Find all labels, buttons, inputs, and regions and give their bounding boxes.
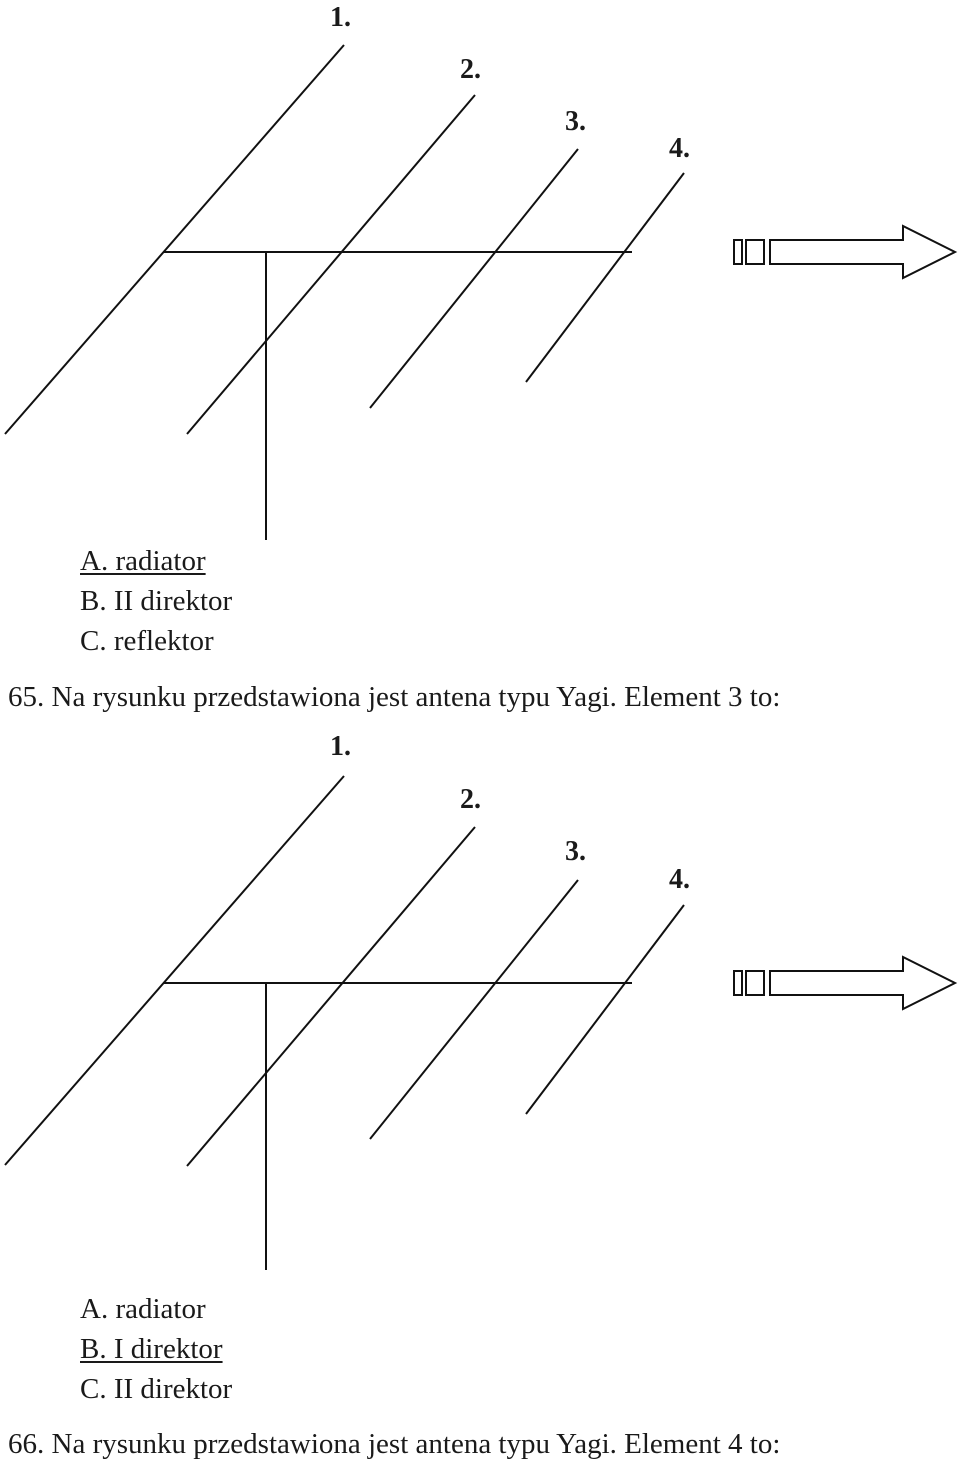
question-block-2	[0, 730, 960, 1468]
answer-b: B. I direktor	[80, 1333, 223, 1365]
element-1-line	[5, 776, 344, 1165]
element-2-line	[187, 95, 475, 434]
element-3-line	[370, 149, 578, 408]
element-label-2: 2.	[460, 54, 481, 85]
element-2-line	[187, 827, 475, 1166]
question-block-1	[0, 0, 960, 730]
element-label-1: 1.	[330, 2, 351, 33]
answer-a: A. radiator	[80, 545, 206, 577]
element-label-4: 4.	[669, 864, 690, 895]
element-label-2: 2.	[460, 784, 481, 815]
answer-c: C. reflektor	[80, 625, 214, 657]
element-label-1: 1.	[330, 731, 351, 762]
question-text: 65. Na rysunku przedstawiona jest antena typu Yagi. Element 3 to:	[8, 681, 781, 713]
element-1-line	[5, 45, 344, 434]
question-text: 66. Na rysunku przedstawiona jest antena typu Yagi. Element 4 to:	[8, 1428, 781, 1460]
answer-b: B. II direktor	[80, 585, 233, 617]
answer-a: A. radiator	[80, 1293, 206, 1325]
element-label-3: 3.	[565, 106, 586, 137]
element-label-3: 3.	[565, 836, 586, 867]
answer-c: C. II direktor	[80, 1373, 233, 1405]
element-4-line	[526, 173, 684, 382]
element-4-line	[526, 905, 684, 1114]
direction-arrow-icon	[734, 957, 955, 1009]
direction-arrow-icon	[734, 226, 955, 278]
element-3-line	[370, 880, 578, 1139]
element-label-4: 4.	[669, 133, 690, 164]
